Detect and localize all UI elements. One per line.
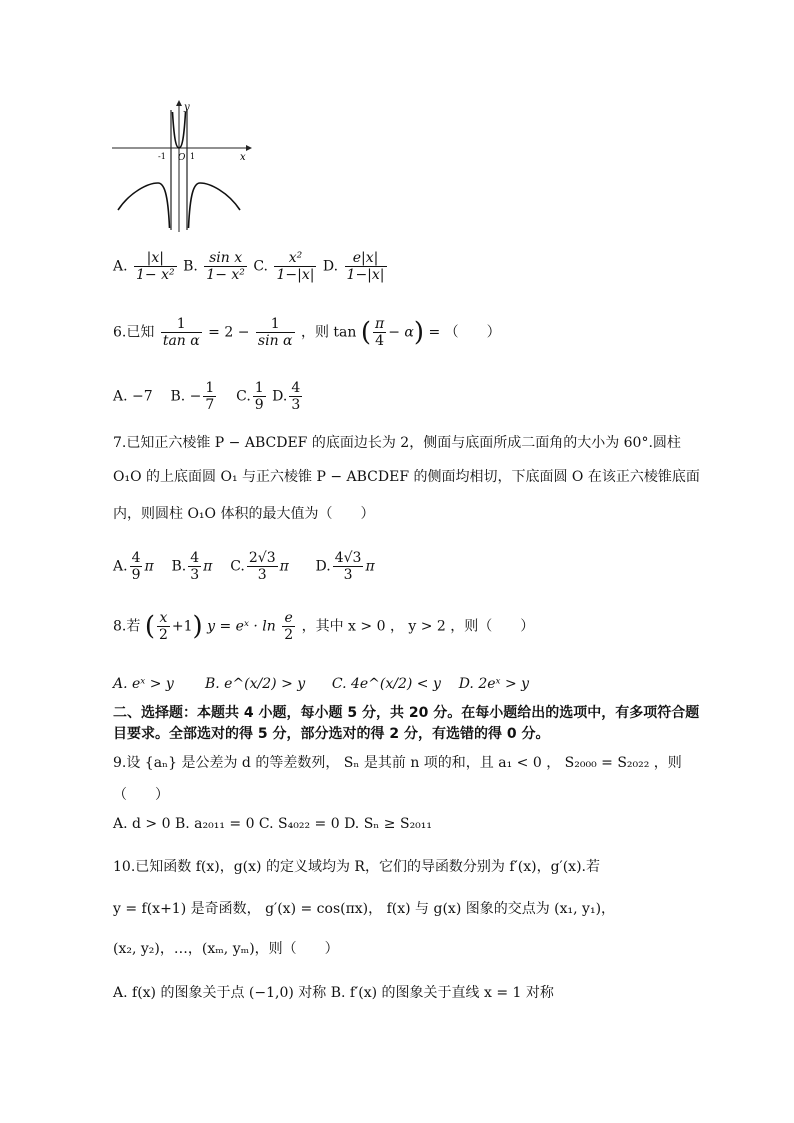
function-graph — [108, 98, 253, 238]
origin-label: O — [178, 153, 186, 163]
q5-c-den: 1−|x| — [276, 267, 315, 284]
q9-line-1: 9.设 {aₙ} 是公差为 d 的等差数列， Sₙ 是其前 n 项的和，且 a₁ < 0 ， S₂₀₀₀ = S₂₀₂₂ ，则 — [113, 755, 682, 771]
x-axis-label: x — [240, 152, 246, 163]
q8-prefix: 8.若 — [113, 618, 141, 635]
q6-f3-den: 4 — [375, 333, 385, 350]
q8-frac-1 — [157, 610, 170, 643]
q5-b-num: sin x — [204, 250, 247, 267]
q7-b-pi: π — [203, 558, 213, 575]
q8-f1-num: x — [157, 610, 170, 627]
q6-f2-num: 1 — [256, 316, 295, 333]
curve-right — [189, 183, 241, 228]
q8-mid: y = eˣ · ln — [207, 618, 276, 635]
q6-then: ，则 tan — [300, 324, 357, 341]
y-axis-label: y — [184, 102, 190, 113]
section-2-line-2: 目要求。全部选对的得 5 分，部分选对的得 2 分，有选错的得 0 分。 — [113, 726, 550, 742]
q5-option-c — [274, 250, 316, 283]
q6-options — [113, 380, 304, 413]
q7-c-den: 3 — [257, 567, 267, 584]
q7-a-den: 9 — [131, 567, 141, 584]
q6-d-den: 3 — [291, 397, 301, 414]
q6-stem: 6.已知 $\frac{1}{\text{tan α}}$ = 2 − $\frac{1}{\text{sin α}}$ ，则 tan ( $\frac{\pi}{4}$ − α) = （ ） — [113, 316, 501, 350]
q6-option-a: A. −7 — [113, 388, 153, 405]
q7-c-num: 2√3 — [248, 550, 276, 566]
q7-b-den: 3 — [190, 567, 200, 584]
q5-c-num: x² — [274, 250, 316, 267]
q10-line-3: (x₂, y₂)，…，(xₘ, yₘ)，则（ ） — [113, 941, 339, 957]
q6-f1-num: 1 — [161, 316, 202, 333]
q7-option-b — [188, 550, 201, 583]
tick-1: 1 — [190, 152, 196, 161]
q6-frac-3 — [373, 316, 386, 349]
q5-option-b — [204, 250, 247, 283]
q6-option-d — [289, 380, 302, 413]
q6-minus-alpha: − α — [388, 324, 414, 341]
q5-a-den: 1− x² — [136, 267, 175, 284]
q7-line-2: O₁O 的上底面圆 O₁ 与正六棱锥 P − ABCDEF 的侧面均相切，下底面圆 O 在该正六棱锥底面 — [113, 469, 700, 485]
q7-line-3: 内，则圆柱 O₁O 体积的最大值为（ ） — [113, 506, 375, 522]
y-axis-arrow — [176, 100, 182, 106]
q5-option-a — [134, 250, 177, 283]
q7-option-a-label: A. — [113, 558, 128, 575]
q6-d-num: 4 — [291, 380, 301, 396]
q5-d-num: e|x| — [345, 250, 387, 267]
x-axis-arrow — [246, 145, 252, 151]
q8-option-d: D. 2eˣ > y — [458, 676, 530, 692]
q6-tail: = （ ） — [428, 324, 501, 341]
q7-d-num: 4√3 — [334, 550, 362, 566]
q10-options: A. f(x) 的图象关于点 (−1,0) 对称 B. f′(x) 的图象关于直线 x = 1 对称 — [113, 985, 554, 1001]
q8-frac-2 — [282, 610, 295, 643]
tick-neg1: -1 — [158, 152, 166, 161]
q6-option-c — [253, 380, 266, 413]
q8-f2-den: 2 — [284, 627, 294, 644]
q6-frac-2 — [256, 316, 295, 349]
q5-options — [113, 250, 389, 283]
q6-f1-den: tan α — [162, 333, 200, 350]
q8-tail: ，其中 x > 0 ， y > 2 ，则（ ） — [301, 618, 535, 635]
q5-option-d-label: D. — [322, 258, 339, 275]
q6-option-d-label: D. — [272, 388, 288, 405]
q7-c-pi: π — [279, 558, 289, 575]
q6-eq-mid: = 2 − — [208, 324, 250, 341]
q6-f3-num: π — [375, 316, 385, 332]
q8-stem: 8.若 ( $\frac{x}{2}$ +1) y = eˣ · ln $\frac{e}{2}$ ，其中 x > 0 ， y > 2 ，则（ ） — [113, 610, 535, 644]
q5-option-d — [345, 250, 387, 283]
q8-plus1: +1 — [171, 618, 193, 635]
q9-options: A. d > 0 B. a₂₀₁₁ = 0 C. S₄₀₂₂ = 0 D. Sₙ ≥ S₂₀₁₁ — [113, 816, 433, 832]
q9-line-2: （ ） — [113, 787, 169, 803]
q6-option-b — [203, 380, 216, 413]
q7-option-c-label: C. — [230, 558, 245, 575]
q6-prefix: 6.已知 — [113, 324, 155, 341]
q10-line-1: 10.已知函数 f(x)，g(x) 的定义域均为 R，它们的导函数分别为 f′(x)，g′(x).若 — [113, 859, 600, 875]
q5-a-num: |x| — [134, 250, 177, 267]
q7-option-b-label: B. — [171, 558, 187, 575]
q6-c-den: 9 — [254, 397, 264, 414]
q6-option-c-label: C. — [236, 388, 251, 405]
q7-option-d — [333, 550, 364, 583]
q6-b-num: 1 — [205, 380, 215, 396]
q7-option-c — [247, 550, 278, 583]
q7-d-pi: π — [365, 558, 375, 575]
q8-f1-den: 2 — [158, 627, 168, 644]
q7-options — [113, 550, 375, 583]
q7-d-den: 3 — [343, 567, 353, 584]
q5-option-a-label: A. — [113, 258, 128, 275]
q8-option-c: C. 4e^(x/2) < y — [331, 676, 441, 692]
q6-option-b-label: B. − — [170, 388, 202, 405]
q7-line-1: 7.已知正六棱锥 P − ABCDEF 的底面边长为 2，侧面与底面所成二面角的大小为 60°.圆柱 — [113, 435, 681, 451]
q5-option-c-label: C. — [253, 258, 269, 275]
q7-a-num: 4 — [131, 550, 141, 566]
q6-b-den: 7 — [205, 397, 215, 414]
q8-options — [113, 676, 529, 692]
section-2-line-1: 二、选择题：本题共 4 小题，每小题 5 分，共 20 分。在每小题给出的选项中，有多项符合题 — [113, 705, 700, 721]
q7-b-num: 4 — [190, 550, 200, 566]
q5-b-den: 1− x² — [206, 267, 245, 284]
q8-option-a: A. eˣ > y — [113, 676, 174, 692]
q7-option-d-label: D. — [315, 558, 331, 575]
curve-left — [118, 183, 170, 228]
q6-f2-den: sin α — [257, 333, 293, 350]
q6-c-num: 1 — [254, 380, 264, 396]
q5-d-den: 1−|x| — [346, 267, 385, 284]
q8-option-b: B. e^(x/2) > y — [204, 676, 306, 692]
q6-frac-1 — [161, 316, 202, 349]
q7-a-pi: π — [144, 558, 154, 575]
q10-line-2: y = f(x+1) 是奇函数， g′(x) = cos(πx)， f(x) 与 g(x) 图象的交点为 (x₁, y₁)， — [113, 901, 616, 917]
q7-option-a — [130, 550, 143, 583]
q5-option-b-label: B. — [183, 258, 198, 275]
q8-f2-num: e — [282, 610, 295, 627]
